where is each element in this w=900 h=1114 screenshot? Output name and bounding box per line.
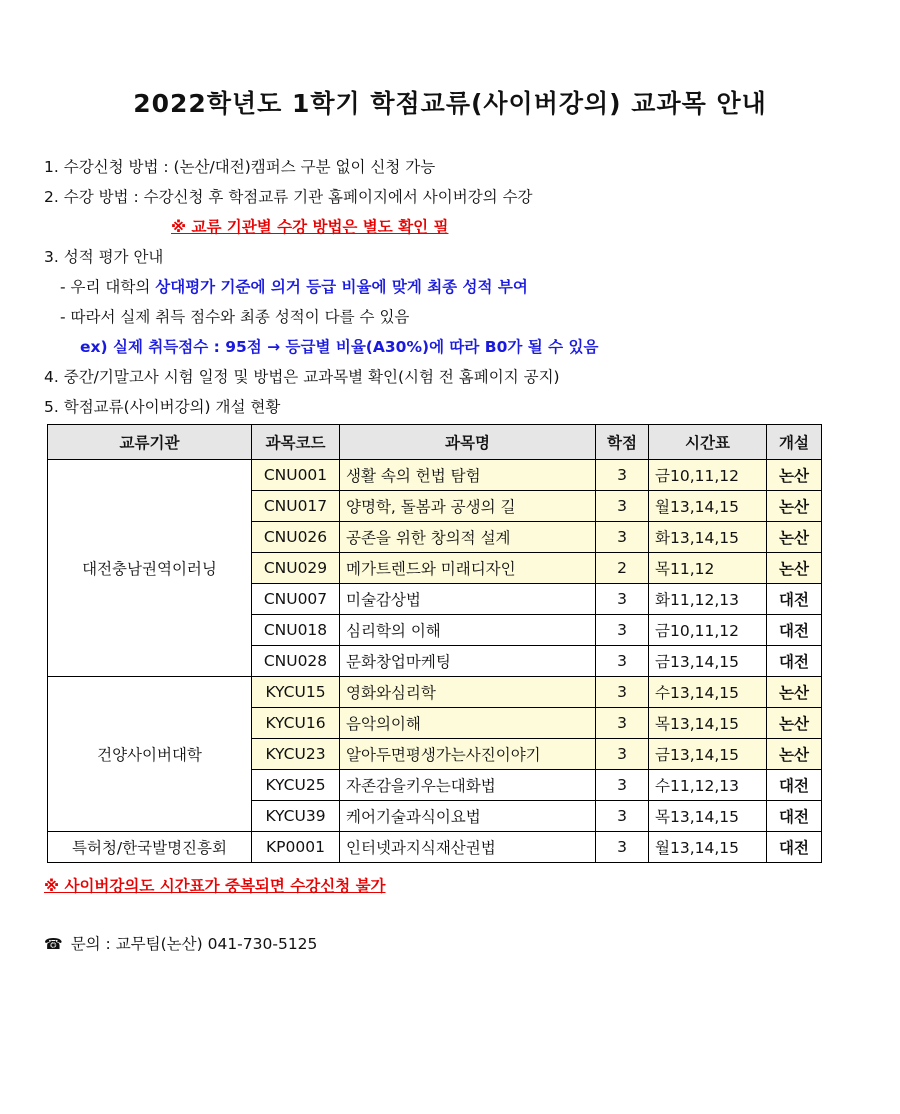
course-time: 수13,14,15	[649, 677, 767, 708]
course-name: 영화와심리학	[340, 677, 596, 708]
item-study-note	[44, 212, 864, 242]
course-code: KYCU15	[252, 677, 340, 708]
course-code: KYCU23	[252, 739, 340, 770]
course-campus: 대전	[767, 646, 822, 677]
course-name: 케어기술과식이요법	[340, 801, 596, 832]
course-code: KP0001	[252, 832, 340, 863]
course-code: CNU001	[252, 460, 340, 491]
item-study-method: 2. 수강 방법 : 수강신청 후 학점교류 기관 홈페이지에서 사이버강의 수강	[44, 188, 533, 206]
grading-rule-prefix: - 우리 대학의	[60, 278, 156, 296]
page-title: 2022학년도 1학기 학점교류(사이버강의) 교과목 안내	[133, 89, 767, 118]
contact-text: 문의 : 교무팀(논산) 041-730-5125	[70, 935, 318, 953]
header-credit: 학점	[596, 425, 649, 460]
course-name: 음악의이해	[340, 708, 596, 739]
course-name: 심리학의 이해	[340, 615, 596, 646]
course-code: KYCU25	[252, 770, 340, 801]
course-campus: 대전	[767, 615, 822, 646]
course-name: 생활 속의 헌법 탐험	[340, 460, 596, 491]
course-credit: 3	[596, 832, 649, 863]
table-header-row	[48, 425, 822, 460]
course-campus: 논산	[767, 522, 822, 553]
course-campus: 논산	[767, 491, 822, 522]
item-grading-example: ex) 실제 취득점수 : 95점 → 등급별 비율(A30%)에 따라 B0가 될 수 있음	[80, 338, 599, 356]
institution-cell: 건양사이버대학	[48, 677, 252, 832]
course-campus: 대전	[767, 584, 822, 615]
course-time: 수11,12,13	[649, 770, 767, 801]
item-grading: 3. 성적 평가 안내	[44, 248, 164, 266]
course-code: KYCU16	[252, 708, 340, 739]
course-credit: 3	[596, 708, 649, 739]
course-credit: 3	[596, 584, 649, 615]
course-credit: 3	[596, 460, 649, 491]
course-name: 미술감상법	[340, 584, 596, 615]
course-time: 목11,12	[649, 553, 767, 584]
study-method-warning: ※ 교류 기관별 수강 방법은 별도 확인 필	[171, 218, 449, 236]
course-credit: 3	[596, 770, 649, 801]
course-code: KYCU39	[252, 801, 340, 832]
phone-icon: ☎	[44, 935, 63, 953]
table-row	[48, 460, 822, 491]
header-timetable: 시간표	[649, 425, 767, 460]
course-campus: 논산	[767, 460, 822, 491]
institution-cell: 특허청/한국발명진흥회	[48, 832, 252, 863]
course-name: 양명학, 돌봄과 공생의 길	[340, 491, 596, 522]
course-table	[47, 424, 822, 863]
course-credit: 3	[596, 646, 649, 677]
course-campus: 논산	[767, 553, 822, 584]
course-time: 월13,14,15	[649, 491, 767, 522]
item-exam-schedule: 4. 중간/기말고사 시험 일정 및 방법은 교과목별 확인(시험 전 홈페이지 공지)	[44, 368, 560, 386]
header-course-code: 과목코드	[252, 425, 340, 460]
course-time: 금10,11,12	[649, 615, 767, 646]
course-code: CNU026	[252, 522, 340, 553]
item-course-status: 5. 학점교류(사이버강의) 개설 현황	[44, 398, 281, 416]
course-name: 인터넷과지식재산권법	[340, 832, 596, 863]
course-campus: 대전	[767, 801, 822, 832]
course-credit: 2	[596, 553, 649, 584]
course-credit: 3	[596, 677, 649, 708]
course-code: CNU017	[252, 491, 340, 522]
course-time: 금13,14,15	[649, 739, 767, 770]
course-campus: 논산	[767, 677, 822, 708]
institution-cell: 대전충남권역이러닝	[48, 460, 252, 677]
course-time: 화13,14,15	[649, 522, 767, 553]
grading-rule-highlight: 상대평가 기준에 의거 등급 비율에 맞게 최종 성적 부여	[155, 278, 528, 296]
course-code: CNU007	[252, 584, 340, 615]
course-name: 알아두면평생가는사진이야기	[340, 739, 596, 770]
course-code: CNU018	[252, 615, 340, 646]
course-time: 목13,14,15	[649, 801, 767, 832]
course-time: 화11,12,13	[649, 584, 767, 615]
item-grading-difference: - 따라서 실제 취득 점수와 최종 성적이 다를 수 있음	[60, 308, 410, 326]
course-credit: 3	[596, 801, 649, 832]
header-course-name: 과목명	[340, 425, 596, 460]
header-campus: 개설	[767, 425, 822, 460]
course-code: CNU028	[252, 646, 340, 677]
course-credit: 3	[596, 739, 649, 770]
table-row	[48, 677, 822, 708]
contact-line	[44, 932, 317, 954]
course-campus: 대전	[767, 832, 822, 863]
course-credit: 3	[596, 522, 649, 553]
course-campus: 논산	[767, 708, 822, 739]
course-time: 금10,11,12	[649, 460, 767, 491]
overlap-warning: ※ 사이버강의도 시간표가 중복되면 수강신청 불가	[44, 877, 386, 895]
table-row	[48, 832, 822, 863]
course-campus: 논산	[767, 739, 822, 770]
course-code: CNU029	[252, 553, 340, 584]
course-time: 월13,14,15	[649, 832, 767, 863]
course-time: 금13,14,15	[649, 646, 767, 677]
course-credit: 3	[596, 615, 649, 646]
item-registration-method: 1. 수강신청 방법 : (논산/대전)캠퍼스 구분 없이 신청 가능	[44, 158, 436, 176]
course-time: 목13,14,15	[649, 708, 767, 739]
header-institution: 교류기관	[48, 425, 252, 460]
course-name: 메가트렌드와 미래디자인	[340, 553, 596, 584]
course-name: 자존감을키우는대화법	[340, 770, 596, 801]
course-credit: 3	[596, 491, 649, 522]
course-campus: 대전	[767, 770, 822, 801]
notice-list	[44, 152, 864, 422]
course-name: 문화창업마케팅	[340, 646, 596, 677]
course-name: 공존을 위한 창의적 설계	[340, 522, 596, 553]
item-grading-rule	[44, 272, 864, 302]
